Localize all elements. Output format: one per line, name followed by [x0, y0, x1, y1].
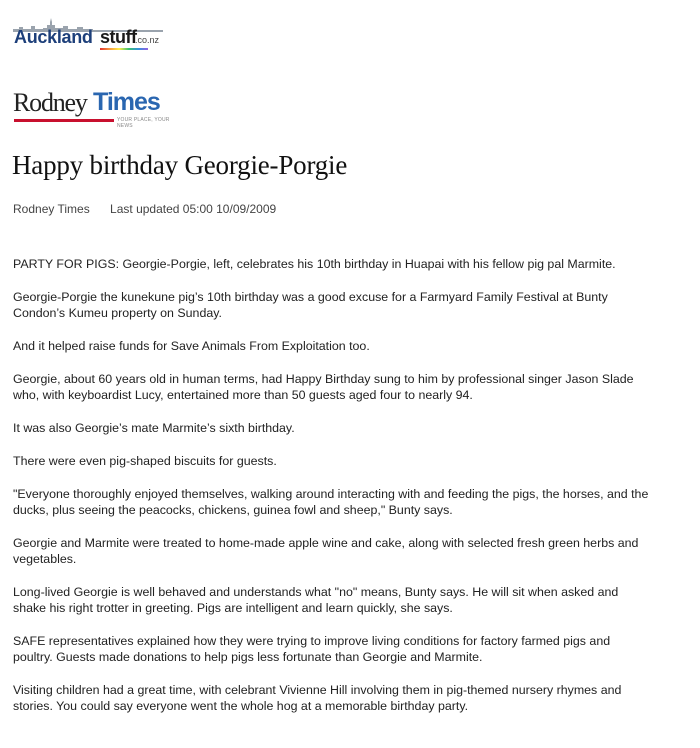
site-brand-primary: Auckland: [14, 27, 93, 47]
site-brand-domain: .co.nz: [135, 35, 160, 45]
article-paragraph: "Everyone thoroughly enjoyed themselves, walking around interacting with and feeding the pigs, the horses, and the ducks, plus seeing the peacocks, chickens, guinea fowl and sheep," Bunty says.: [13, 487, 649, 517]
site-brand-secondary: stuff: [100, 27, 137, 47]
article-headline: Happy birthday Georgie-Porgie: [12, 150, 348, 180]
article-paragraph: SAFE representatives explained how they were trying to improve living conditions for factory farmed pigs and poultry. Guests made donations to help pigs less fortunate than Georgie and Marmite.: [13, 634, 611, 664]
article-paragraph: Georgie, about 60 years old in human terms, had Happy Birthday sung to him by professional singer Jason Slade who, with keyboardist Lucy, entertained more than 50 guests aged four to nearly 94.: [13, 372, 634, 402]
article-source: Rodney Times: [13, 202, 90, 216]
article-paragraph: It was also Georgie’s mate Marmite’s sixth birthday.: [13, 421, 295, 435]
article-paragraph: Visiting children had a great time, with celebrant Vivienne Hill involving them in pig-themed nursery rhymes and stories. You could say everyone went the whole hog at a memorable birthday party.: [13, 683, 622, 713]
site-logo[interactable]: [13, 18, 173, 48]
masthead-tagline: YOUR PLACE, YOUR NEWS: [117, 117, 170, 129]
article-paragraph: Long-lived Georgie is well behaved and understands what "no" means, Bunty says. He will sit when asked and shake his right trotter in greeting. Pigs are intelligent and learn quickly, she says.: [13, 585, 619, 615]
article-body: [13, 256, 653, 731]
article-updated: Last updated 05:00 10/09/2009: [110, 202, 277, 216]
article-paragraph: There were even pig-shaped biscuits for guests.: [13, 454, 277, 468]
article-byline: [13, 202, 276, 216]
paper-masthead[interactable]: [13, 88, 183, 128]
article-paragraph: PARTY FOR PIGS: Georgie-Porgie, left, celebrates his 10th birthday in Huapai with his fellow pig pal Marmite.: [13, 257, 616, 271]
masthead-red-rule: [14, 119, 114, 122]
masthead-rodney: Rodney: [13, 88, 87, 117]
rainbow-underline: [100, 48, 148, 50]
article-paragraph: And it helped raise funds for Save Animals From Exploitation too.: [13, 339, 370, 353]
masthead-times: Times: [93, 88, 160, 116]
article-paragraph: Georgie-Porgie the kunekune pig’s 10th birthday was a good excuse for a Farmyard Family Festival at Bunty Condon’s Kumeu property on Sunday.: [13, 290, 608, 320]
article-paragraph: Georgie and Marmite were treated to home-made apple wine and cake, along with selected fresh green herbs and vegetables.: [13, 536, 639, 566]
